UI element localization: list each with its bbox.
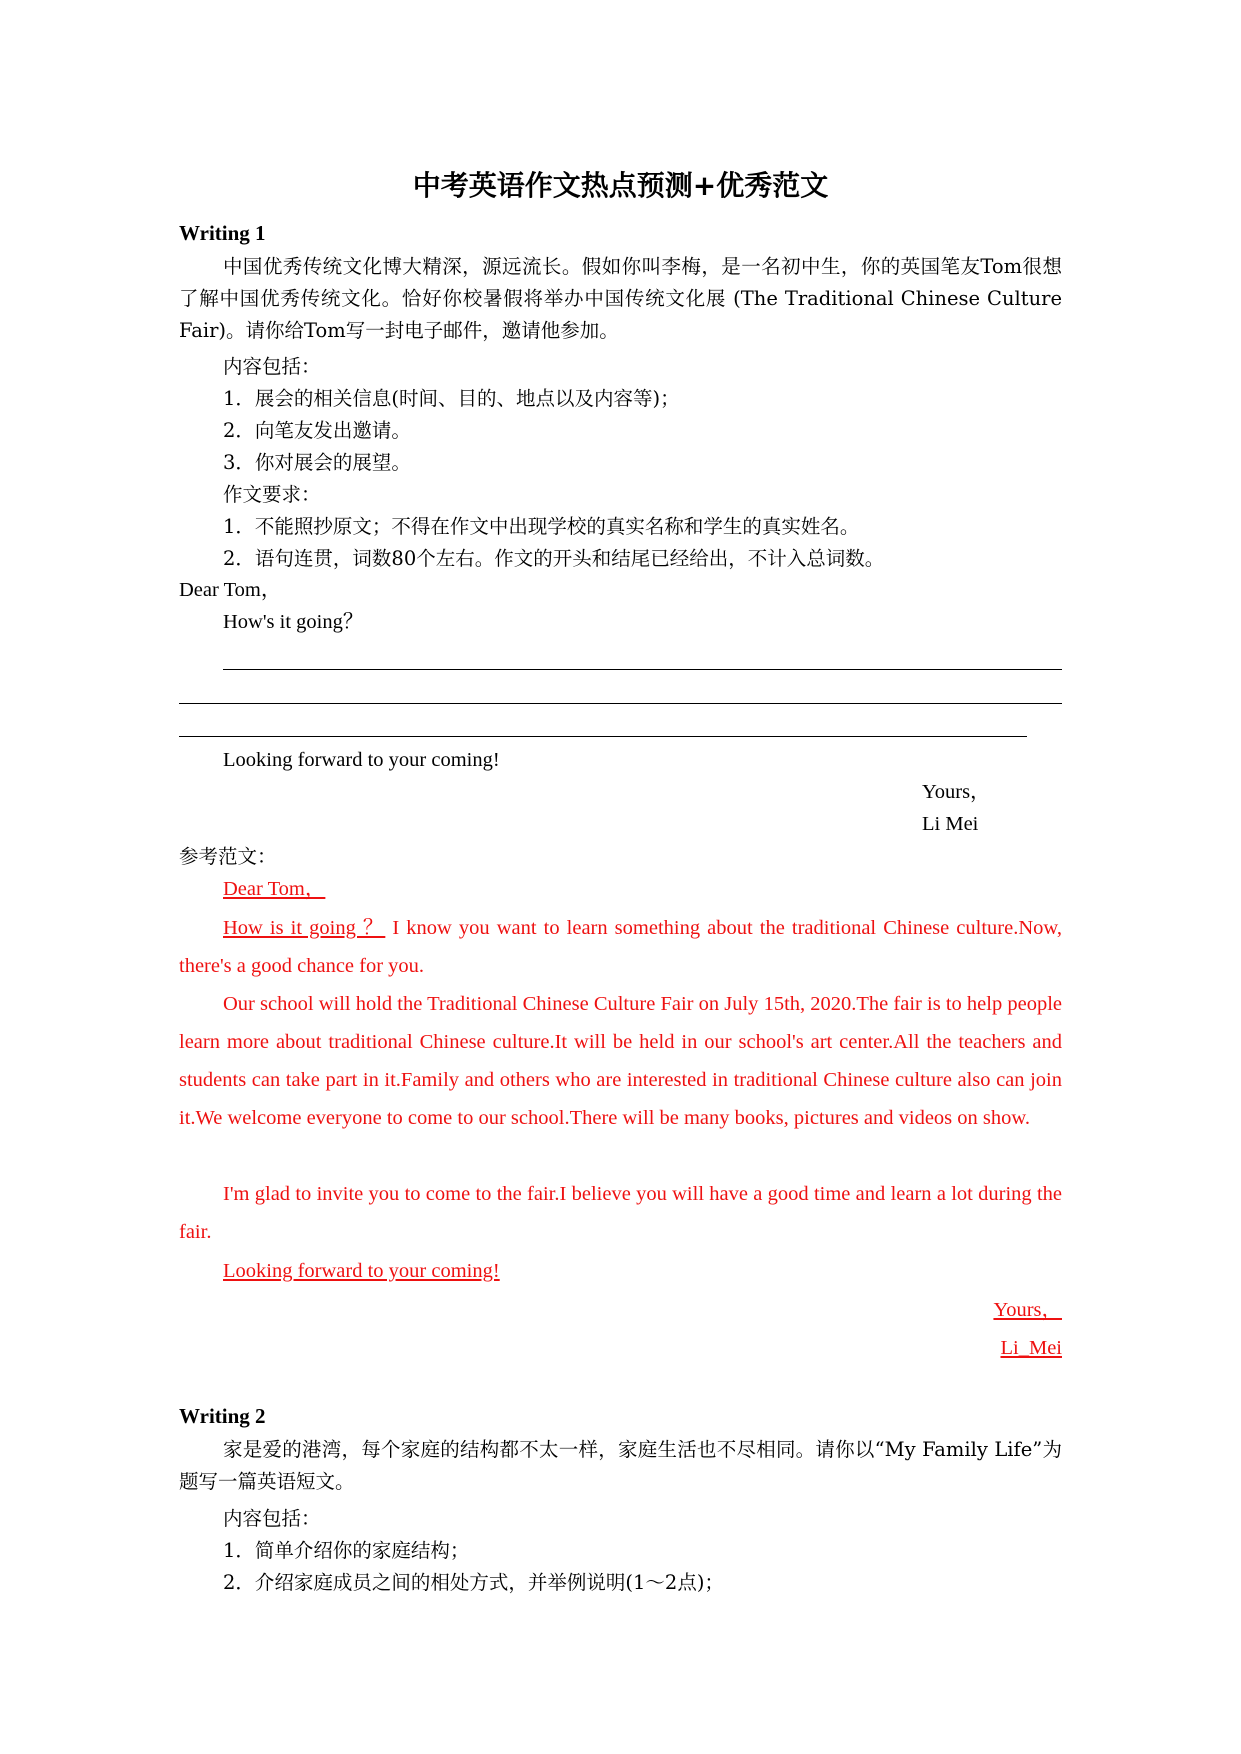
answer-line xyxy=(223,669,1062,670)
sample-paragraph-3: I'm glad to invite you to come to the fair.I believe you will have a good time and learn a lot during the fair. xyxy=(179,1183,1062,1243)
sample-label: 参考范文： xyxy=(179,845,277,868)
sample-paragraph-1 xyxy=(179,909,1062,985)
letter-greeting: Dear Tom， xyxy=(179,579,282,601)
writing-1-content-label: 内容包括： xyxy=(223,355,321,378)
page-title: 中考英语作文热点预测+优秀范文 xyxy=(412,169,829,202)
sample-signoff: Yours， xyxy=(993,1299,1062,1321)
letter-closing: Looking forward to your coming! xyxy=(223,749,500,771)
writing-2-heading: Writing 2 xyxy=(179,1404,266,1428)
writing-2-content-item: 2．介绍家庭成员之间的相处方式，并举例说明(1～2点)； xyxy=(223,1571,724,1594)
sample-paragraph-2: Our school will hold the Traditional Chinese Culture Fair on July 15th, 2020.The fair is to help people learn more about traditional Chinese culture.It will be held in our school's art center.All the teachers and students can take part in it.Family and others who are interested in traditional Chinese culture also can join it.We welcome everyone to come to our school.There will be many books, pictures and videos on show. xyxy=(179,993,1062,1129)
writing-2-content-label: 内容包括： xyxy=(223,1507,321,1530)
answer-line xyxy=(179,703,1062,704)
writing-1-content-item: 1．展会的相关信息(时间、目的、地点以及内容等)； xyxy=(223,387,680,410)
writing-1-requirements-label: 作文要求： xyxy=(223,483,321,506)
sample-opening: How is it going ？ xyxy=(223,917,386,939)
sample-greeting: Dear Tom， xyxy=(223,878,326,900)
writing-1-requirement-item: 1．不能照抄原文；不得在作文中出现学校的真实名称和学生的真实姓名。 xyxy=(223,515,860,538)
writing-2-content-item: 1．简单介绍你的家庭结构； xyxy=(223,1539,470,1562)
answer-line xyxy=(179,736,1027,737)
writing-1-content-item: 3．你对展会的展望。 xyxy=(223,451,411,474)
writing-1-content-item: 2．向笔友发出邀请。 xyxy=(223,419,411,442)
writing-2-prompt: 家是爱的港湾，每个家庭的结构都不太一样，家庭生活也不尽相同。请你以“My Family Life”为题写一篇英语短文。 xyxy=(179,1438,1062,1493)
document-page xyxy=(179,0,1062,1754)
sample-signature: Li_Mei xyxy=(1000,1337,1062,1359)
writing-1-prompt: 中国优秀传统文化博大精深，源远流长。假如你叫李梅，是一名初中生，你的英国笔友Tom很想了解中国优秀传统文化。恰好你校暑假将举办中国传统文化展 (The Traditional Chinese Culture Fair)。请你给Tom写一封电子邮件，邀请他参加。 xyxy=(179,255,1062,342)
letter-signoff: Yours， xyxy=(922,781,991,803)
writing-1-heading: Writing 1 xyxy=(179,221,266,245)
letter-signature: Li Mei xyxy=(922,813,979,835)
sample-paragraph-1-text: I know you want to learn something about the traditional Chinese culture.Now, there's a good chance for you. xyxy=(179,917,1062,977)
writing-1-requirement-item: 2．语句连贯，词数80个左右。作文的开头和结尾已经给出，不计入总词数。 xyxy=(223,547,885,570)
letter-opening: How's it going？ xyxy=(223,611,364,633)
sample-closing: Looking forward to your coming! xyxy=(223,1260,500,1282)
